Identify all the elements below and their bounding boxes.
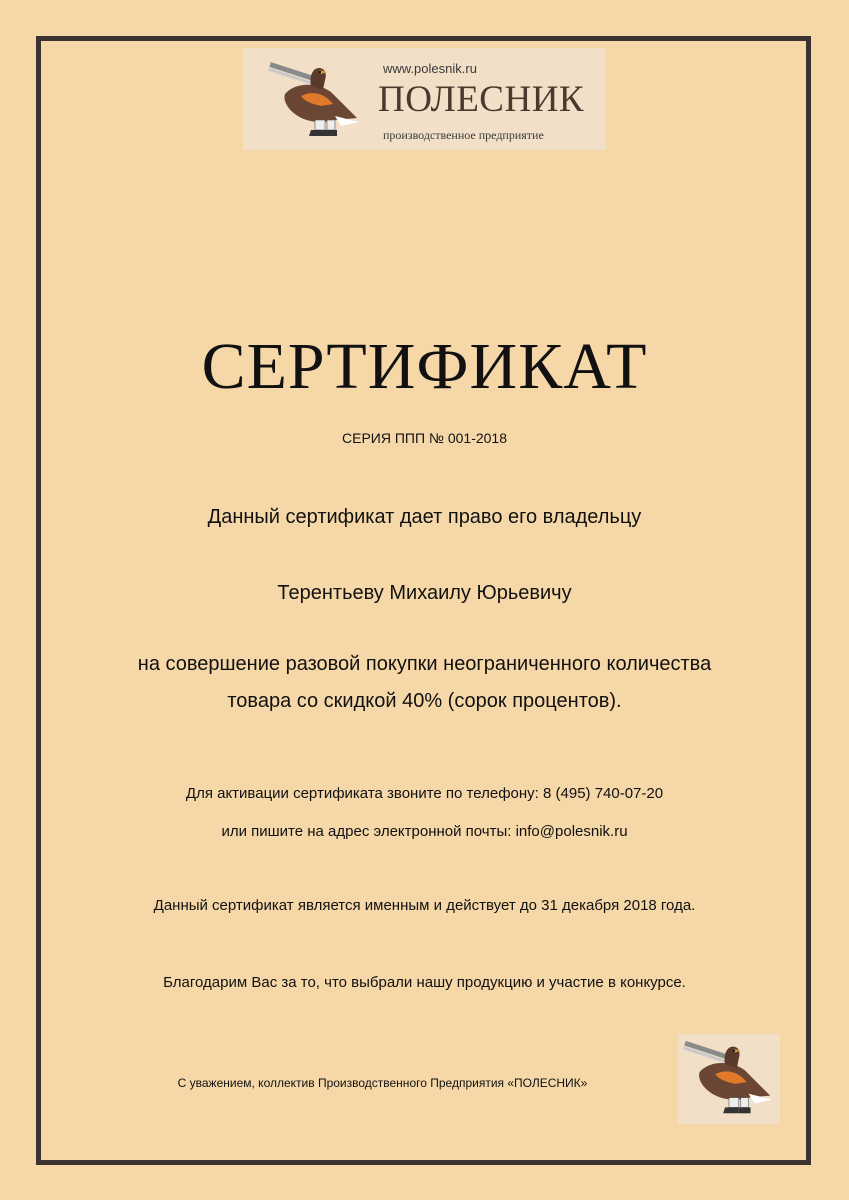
activation-phone: Для активации сертификата звоните по телефону: 8 (495) 740-07-20 — [185, 785, 664, 802]
purpose-line-2: товара со скидкой 40% (сорок процентов). — [227, 690, 622, 712]
logo-subtitle: производственное предприятие — [383, 128, 544, 142]
company-stamp — [678, 1034, 780, 1124]
bird-with-gun-icon — [680, 1038, 778, 1120]
bird-with-gun-icon — [265, 60, 365, 142]
thanks-text: Благодарим Вас за то, что выбрали нашу продукцию и участие в конкурсе. — [163, 974, 686, 991]
logo-url: www.polesnik.ru — [383, 61, 477, 76]
grant-text: Данный сертификат дает право его владельцу — [207, 506, 642, 528]
activation-email: или пишите на адрес электронной почты: info@polesnik.ru — [221, 823, 628, 840]
holder-name: Терентьеву Михаилу Юрьевичу — [277, 582, 572, 604]
company-logo — [243, 48, 606, 150]
validity-text: Данный сертификат является именным и действует до 31 декабря 2018 года. — [153, 897, 696, 914]
logo-name: ПОЛЕСНИК — [378, 79, 585, 120]
purpose-line-1: на совершение разовой покупки неограниченного количества — [137, 653, 712, 675]
certificate-title: СЕРТИФИКАТ — [201, 330, 648, 403]
signature-text: С уважением, коллектив Производственного Предприятия «ПОЛЕСНИК» — [177, 1076, 588, 1090]
certificate-series: СЕРИЯ ППП № 001-2018 — [342, 430, 507, 446]
